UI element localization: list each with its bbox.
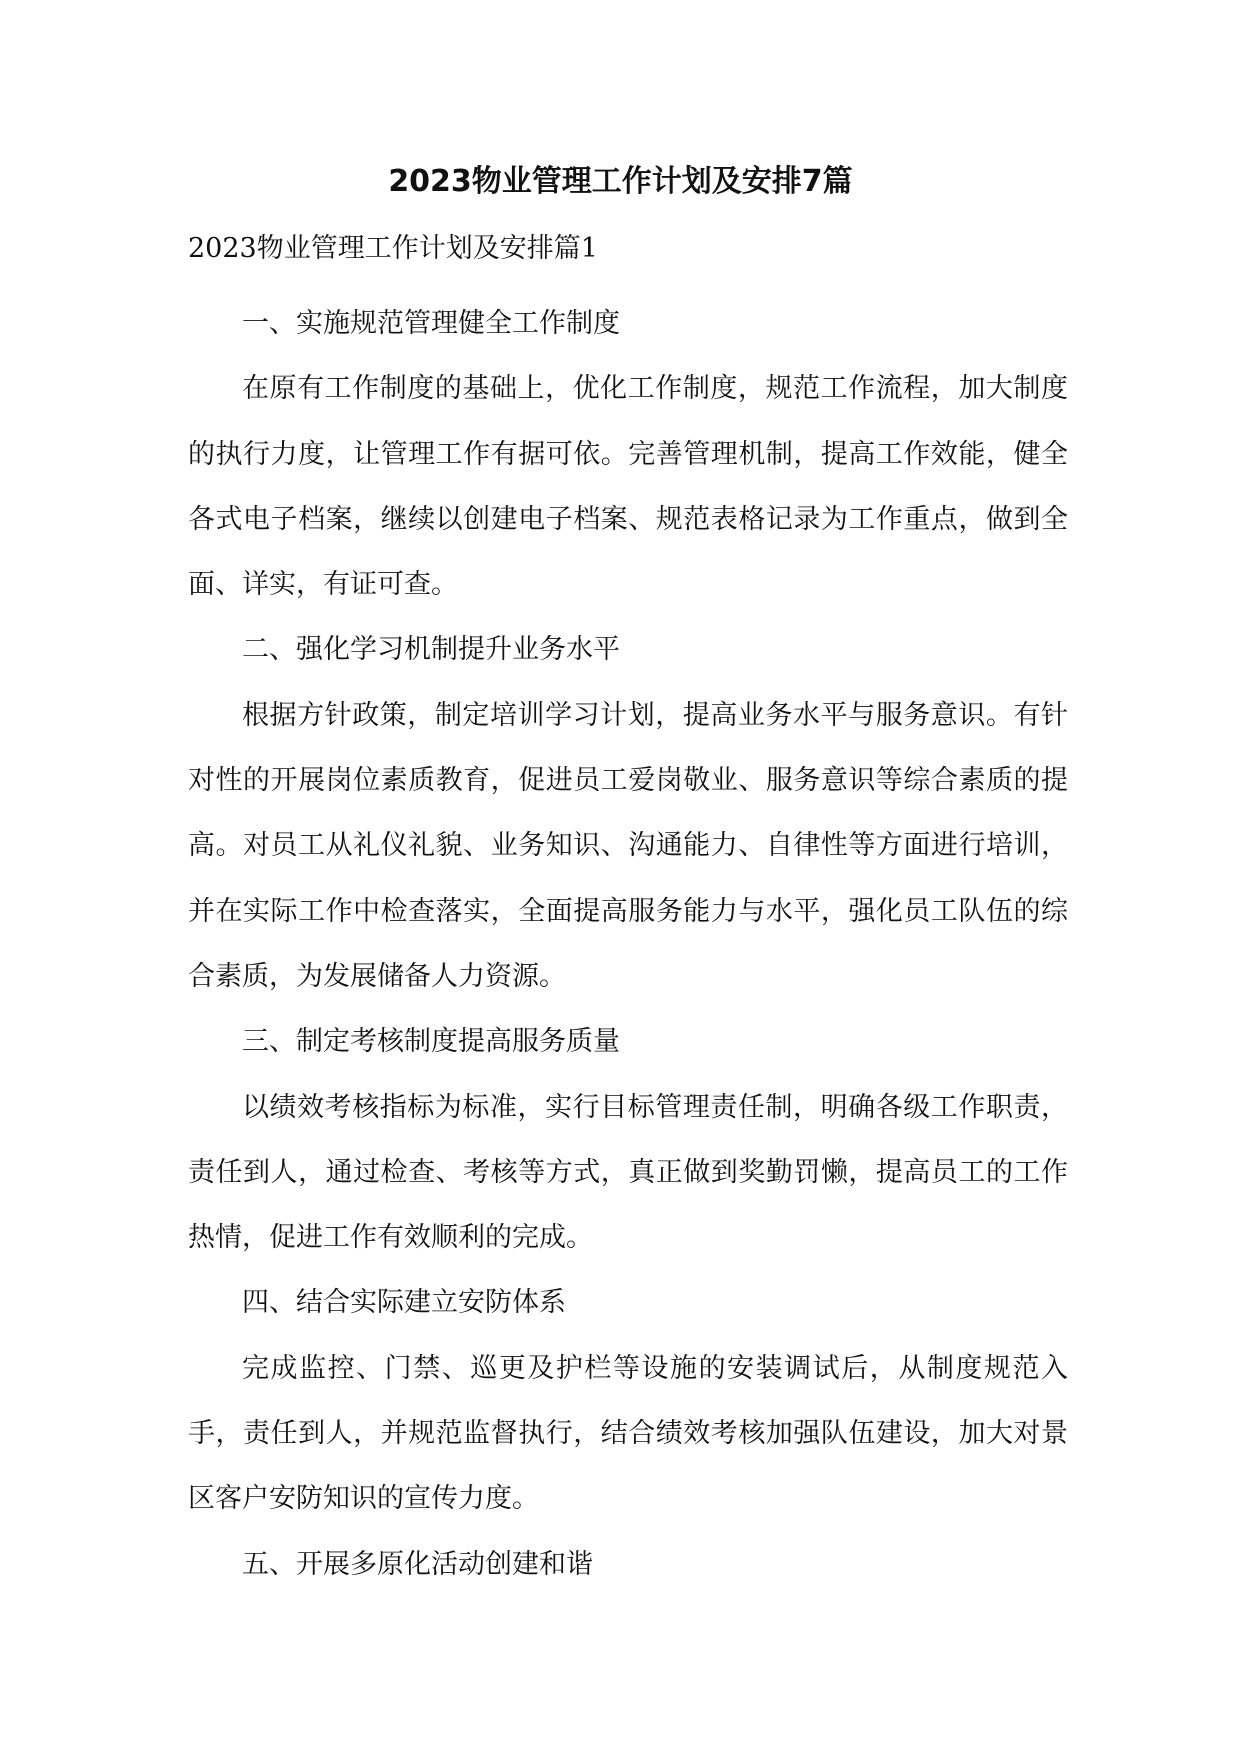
section-title: 2023物业管理工作计划及安排篇1 [188, 233, 598, 264]
heading-5: 五、开展多原化活动创建和谐 [242, 1548, 593, 1580]
paragraph-3: 以绩效考核指标为标准，实行目标管理责任制，明确各级工作职责，责任到人，通过检查、考核等方式，真正做到奖勤罚懒，提高员工的工作热情，促进工作有效顺利的完成。 [188, 1091, 1068, 1254]
heading-4: 四、结合实际建立安防体系 [242, 1287, 566, 1319]
paragraph-2: 根据方针政策，制定培训学习计划，提高业务水平与服务意识。有针对性的开展岗位素质教育，促进员工爱岗敬业、服务意识等综合素质的提高。对员工从礼仪礼貌、业务知识、沟通能力、自律性等方面进行培训，并在实际工作中检查落实，全面提高服务能力与水平，强化员工队伍的综合素质，为发展储备人力资源。 [188, 699, 1068, 992]
heading-3: 三、制定考核制度提高服务质量 [242, 1026, 620, 1058]
heading-1: 一、实施规范管理健全工作制度 [242, 308, 620, 339]
paragraph-4: 完成监控、门禁、巡更及护栏等设施的安装调试后，从制度规范入手，责任到人，并规范监督执行，结合绩效考核加强队伍建设，加大对景区客户安防知识的宣传力度。 [188, 1352, 1068, 1515]
paragraph-1: 在原有工作制度的基础上，优化工作制度，规范工作流程，加大制度的执行力度，让管理工作有据可依。完善管理机制，提高工作效能，健全各式电子档案，继续以创建电子档案、规范表格记录为工作重点，做到全面、详实，有证可查。 [188, 373, 1068, 601]
heading-2: 二、强化学习机制提升业务水平 [242, 634, 620, 666]
document-body [188, 291, 1068, 1597]
document-title: 2023物业管理工作计划及安排7篇 [388, 164, 853, 199]
